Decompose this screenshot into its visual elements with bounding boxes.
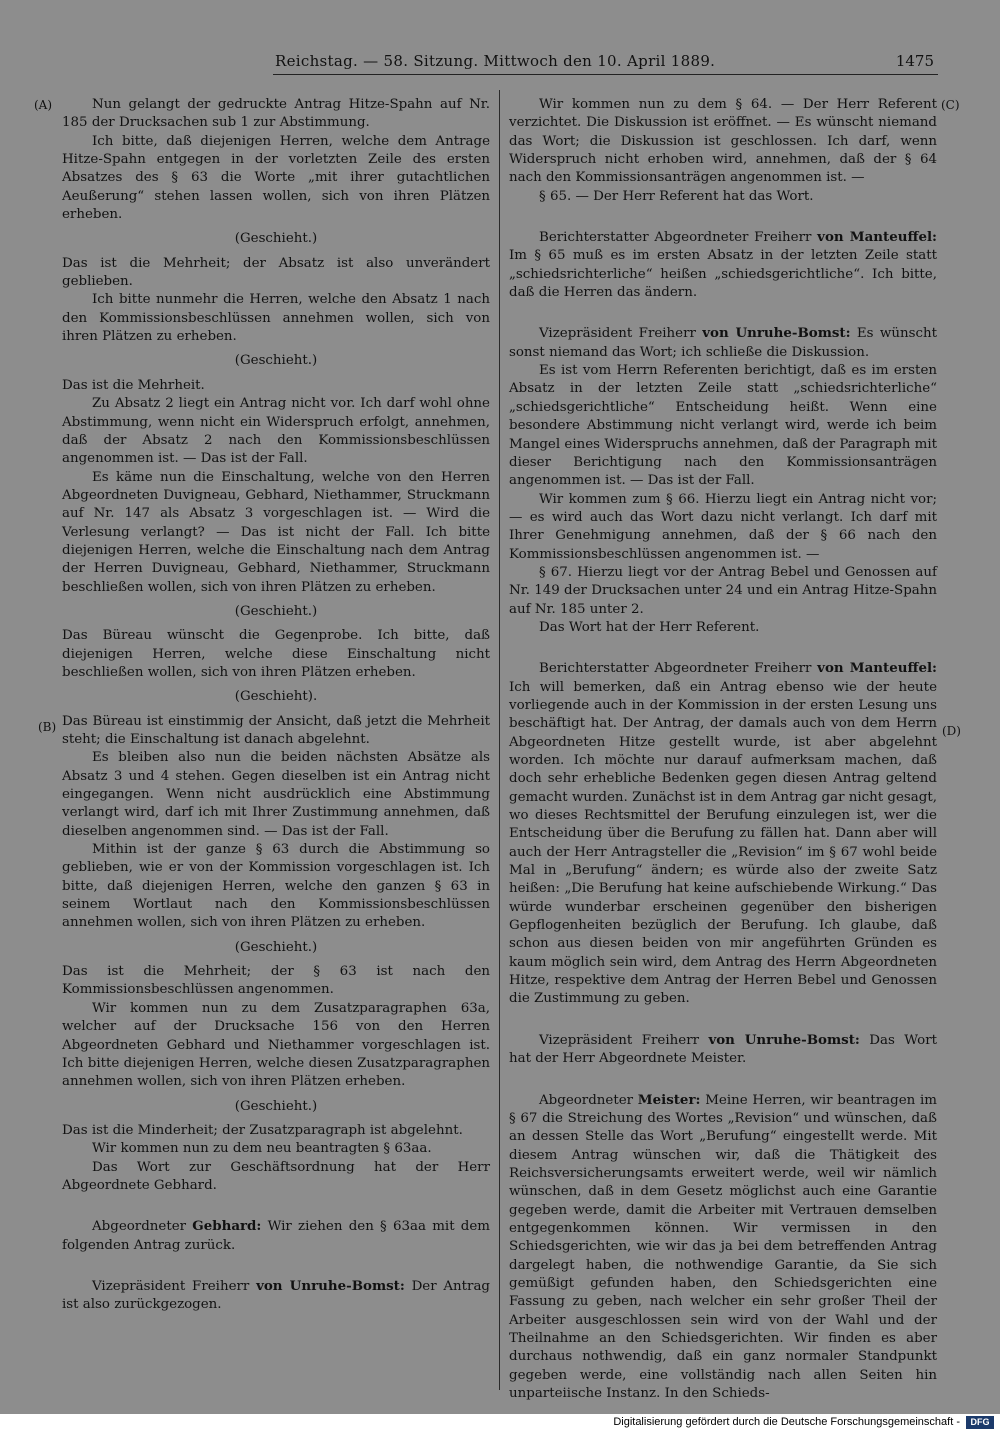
paragraph: Wir kommen nun zu dem neu beantragten § 63aa. (92, 1141, 432, 1157)
paragraph: Ich bitte nunmehr die Herren, welche den Absatz 1 nach den Kommissionsbeschlüssen annehmen wollen, sich von ihren Plätzen zu erheben. (62, 292, 490, 345)
paragraph: Das ist die Minderheit; der Zusatzparagraph ist abgelehnt. (62, 1122, 463, 1138)
speaker-role: Berichterstatter Abgeordneter Freiherr (539, 230, 812, 246)
speech-text: Der Antrag ist also zurückgezogen. (62, 1278, 491, 1313)
margin-mark-b: (B) (38, 720, 57, 734)
speaker-role: Berichterstatter Abgeordneter Freiherr (539, 661, 812, 677)
page-number: 1475 (895, 52, 934, 70)
speech (62, 1277, 490, 1315)
speech (509, 1091, 937, 1404)
right-column (509, 96, 937, 1403)
speech (509, 228, 937, 302)
paragraph: Wir kommen zum § 66. Hierzu liegt ein Antrag nicht vor; — es wird auch das Wort dazu nicht verlangt. Ich darf mit Ihrer Genehmigung annehmen, daß der § 66 nach den Kommissionsbeschlüssen angenommen ist. — (509, 491, 937, 562)
paragraph: Wir kommen nun zu dem Zusatzparagraphen 63a, welcher auf der Drucksache 156 von den Herren Abgeordneten Gebhard und Niethammer vorgeschlagen ist. Ich bitte diejenigen Herren, welche diesen Zusatzparagraphen annehmen wollen, sich von ihren Plätzen erheben. (62, 1000, 490, 1090)
paragraph: Das ist die Mehrheit; der Absatz ist also unverändert geblieben. (62, 255, 490, 290)
paragraph: Das ist die Mehrheit. (62, 377, 205, 393)
speaker-role: Abgeordneter (92, 1219, 187, 1235)
speech-text: Wir ziehen den § 63aa mit dem folgenden Antrag zurück. (62, 1219, 490, 1253)
speech (509, 324, 937, 362)
column-divider (499, 90, 500, 1390)
speech-text: Meine Herren, wir beantragen im § 67 die Streichung des Wortes „Revision“ und wünschen, daß an dessen Stelle das Wort „Berufung“ eingestellt werde. Mit diesem Antrag wünschen wir, daß die Thätigkeit des Reichsversicherungsamts erweitert werde, weil wir nämlich wünschen, daß in dem Gesetz möglichst auch eine Garantie gegeben werde, damit die Arbeiter mit Vertrauen demselben entgegenkommen können. Wir vermissen in den Schiedsgerichten, wie wir das ja bei dem betreffenden Antrag dargelegt haben, die nothwendige Garantie, da Sie sich gemüßigt gefunden haben, den Schiedsgerichten eine Fassung zu geben, nach welcher ein sehr großer Theil der Arbeiter ausgeschlossen sein wird von der Wahl und der Theilnahme an den Schiedsgerichten. Wir finden es aber durchaus nothwendig, daß ein ganz normaler Standpunkt gegeben werde, eine vollständig nach allen Seiten hin unparteiische Instanz. In den Schieds- (509, 1092, 937, 1401)
paragraph: Es käme nun die Einschaltung, welche von den Herren Abgeordneten Duvigneau, Gebhard, Niethammer, Struckmann auf Nr. 147 als Absatz 3 vorgeschlagen ist. — Wird die Verlesung verlangt? — Das ist nicht der Fall. Ich bitte diejenigen Herren, welche die Einschaltung nach dem Antrag der Herren Duvigneau, Gebhard, Niethammer, Struckmann beschließen wollen, sich von ihren Plätzen zu erheben. (62, 469, 490, 595)
margin-mark-c: (C) (941, 98, 960, 112)
speech-text: Im § 65 muß es im ersten Absatz in der letzten Zeile statt „schiedsrichterliche“ heißen „schiedsgerichtliche“. Ich bitte, daß die Herren das ändern. (509, 248, 937, 301)
paragraph: Das ist die Mehrheit; der § 63 ist nach den Kommissionsbeschlüssen angenommen. (62, 964, 490, 998)
speaker-role: Vizepräsident Freiherr (539, 326, 696, 342)
stage-direction: (Geschieht.) (234, 353, 318, 369)
speech-text: Ich will bemerken, daß ein Antrag ebenso wie der heute vorliegende auch in der Kommission in der ersten Lesung uns beschäftigt hat. Der Antrag, der damals auch von dem Herrn Abgeordneten Hitze gestellt wurde, ist aber abgelehnt worden. Ich möchte nur darauf aufmerksam machen, daß doch sehr erhebliche Bedenken gegen diesen Antrag geltend gemacht wurden. Zunächst ist in dem Antrag gar nicht gesagt, wo dieses Rechtsmittel der Berufung einzulegen ist, wer die Entscheidung über die Berufung zu fällen hat. Dann aber will auch der Herr Antragsteller die „Revision“ im § 67 wohl beide Mal in „Berufung“ ändern; es würde also der zweite Satz heißen: „Die Berufung hat keine aufschiebende Wirkung.“ Das würde wunderbar erscheinen gegenüber den bisherigen Gepflogenheiten bezüglich der Berufung. Ich glaube, daß schon aus diesen beiden von mir angeführten Gründen es kaum möglich sein wird, dem Antrag des Herrn Abgeordneten Hitze, respektive dem Antrag der Herren Bebel und Genossen die Zustimmung zu geben. (509, 679, 937, 1007)
header-rule (273, 74, 938, 75)
speaker-name: von Unruhe-Bomst: (708, 1031, 860, 1048)
stage-direction: (Geschieht.) (234, 231, 318, 247)
stage-direction: (Geschieht). (234, 689, 318, 705)
margin-mark-a: (A) (34, 98, 53, 112)
speaker-name: von Unruhe-Bomst: (256, 1277, 405, 1294)
paragraph: Wir kommen nun zu dem § 64. — Der Herr Referent verzichtet. Die Diskussion ist eröffnet. — Es wünscht niemand das Wort; die Diskussion ist geschlossen. Ich darf, wenn Widerspruch nicht erhoben wird, annehmen, daß der § 64 nach den Kommissionsanträgen angenommen ist. — (509, 97, 937, 186)
running-title: Reichstag. — 58. Sitzung. Mittwoch den 10. April 1889. (275, 52, 716, 70)
paragraph: Das Wort zur Geschäftsordnung hat der Herr Abgeordnete Gebhard. (62, 1159, 490, 1193)
speaker-role: Abgeordneter (539, 1092, 634, 1108)
left-column (62, 96, 490, 1315)
speaker-name: Gebhard: (192, 1218, 262, 1235)
dfg-logo: DFG (966, 1416, 994, 1429)
paragraph: Nun gelangt der gedruckte Antrag Hitze-Spahn auf Nr. 185 der Drucksachen sub 1 zur Abstimmung. (62, 97, 490, 131)
paragraph: Das Büreau ist einstimmig der Ansicht, daß jetzt die Mehrheit steht; die Einschaltung ist danach abgelehnt. (62, 713, 490, 747)
paragraph: § 67. Hierzu liegt vor der Antrag Bebel und Genossen auf Nr. 149 der Drucksachen unter 24 und ein Antrag Hitze-Spahn auf Nr. 185 unter 2. (509, 564, 937, 617)
paragraph: Zu Absatz 2 liegt ein Antrag nicht vor. Ich darf wohl ohne Abstimmung, wenn nicht ein Widerspruch erfolgt, annehmen, daß der Absatz 2 nach den Kommissionsbeschlüssen angenommen ist. — Das ist der Fall. (62, 396, 490, 467)
paragraph: Es bleiben also nun die beiden nächsten Absätze als Absatz 3 und 4 stehen. Gegen dieselben ist ein Antrag nicht eingegangen. Wenn nicht ausdrücklich eine Abstimmung verlangt wird, darf ich mit Ihrer Zustimmung annehmen, daß dieselben angenommen sind. — Das ist der Fall. (62, 750, 490, 839)
paragraph: Mithin ist der ganze § 63 durch die Abstimmung so geblieben, wie er von der Kommission vorgeschlagen ist. Ich bitte, daß diejenigen Herren, welche den ganzen § 63 in seinem Wortlaut nach den Kommissionsbeschlüssen annehmen wollen, sich von ihren Plätzen zu erheben. (62, 842, 490, 931)
stage-direction: (Geschieht.) (234, 603, 318, 619)
margin-mark-d: (D) (942, 724, 961, 738)
paragraph: Ich bitte, daß diejenigen Herren, welche dem Antrage Hitze-Spahn entgegen in der vorletzten Zeile des ersten Absatzes des § 63 die Worte „mit ihrer gutachtlichen Aeußerung“ stehen lassen wollen, sich von ihren Plätzen erheben. (62, 133, 490, 223)
speaker-role: Vizepräsident Freiherr (92, 1278, 250, 1294)
speech (509, 1031, 937, 1069)
speech-text: Das Wort hat der Herr Abgeordnete Meister. (509, 1032, 937, 1067)
funding-credit: Digitalisierung gefördert durch die Deutsche Forschungsgemeinschaft - (613, 1416, 960, 1428)
stage-direction: (Geschieht.) (234, 1098, 318, 1114)
speaker-name: von Manteuffel: (817, 229, 937, 246)
speech-text: Es wünscht sonst niemand das Wort; ich schließe die Diskussion. (509, 326, 937, 360)
speech (509, 659, 937, 1009)
speaker-role: Vizepräsident Freiherr (539, 1032, 699, 1048)
stage-direction: (Geschieht.) (234, 939, 318, 955)
paragraph: Das Büreau wünscht die Gegenprobe. Ich bitte, daß diejenigen Herren, welche diese Einschaltung nicht beschließen wollen, sich von ihren Plätzen erheben. (62, 628, 490, 680)
footer (0, 1414, 1000, 1432)
paragraph: Es ist vom Herrn Referenten berichtigt, daß es im ersten Absatz in der letzten Zeile statt „schiedsrichterliche“ „schiedsgerichtliche“ Entscheidung heißt. Wenn eine besondere Abstimmung nicht verlangt wird, werde ich beim Mangel eines Widerspruchs annehmen, daß der Paragraph mit dieser Berichtigung nach den Kommissionsanträgen angenommen ist. — Das ist der Fall. (509, 363, 937, 489)
paragraph: Das Wort hat der Herr Referent. (539, 619, 760, 635)
page-header (60, 50, 940, 80)
speech (62, 1217, 490, 1255)
paragraph: § 65. — Der Herr Referent hat das Wort. (539, 188, 814, 204)
speaker-name: von Unruhe-Bomst: (702, 325, 851, 342)
speaker-name: Meister: (637, 1091, 701, 1108)
speaker-name: von Manteuffel: (817, 660, 937, 677)
